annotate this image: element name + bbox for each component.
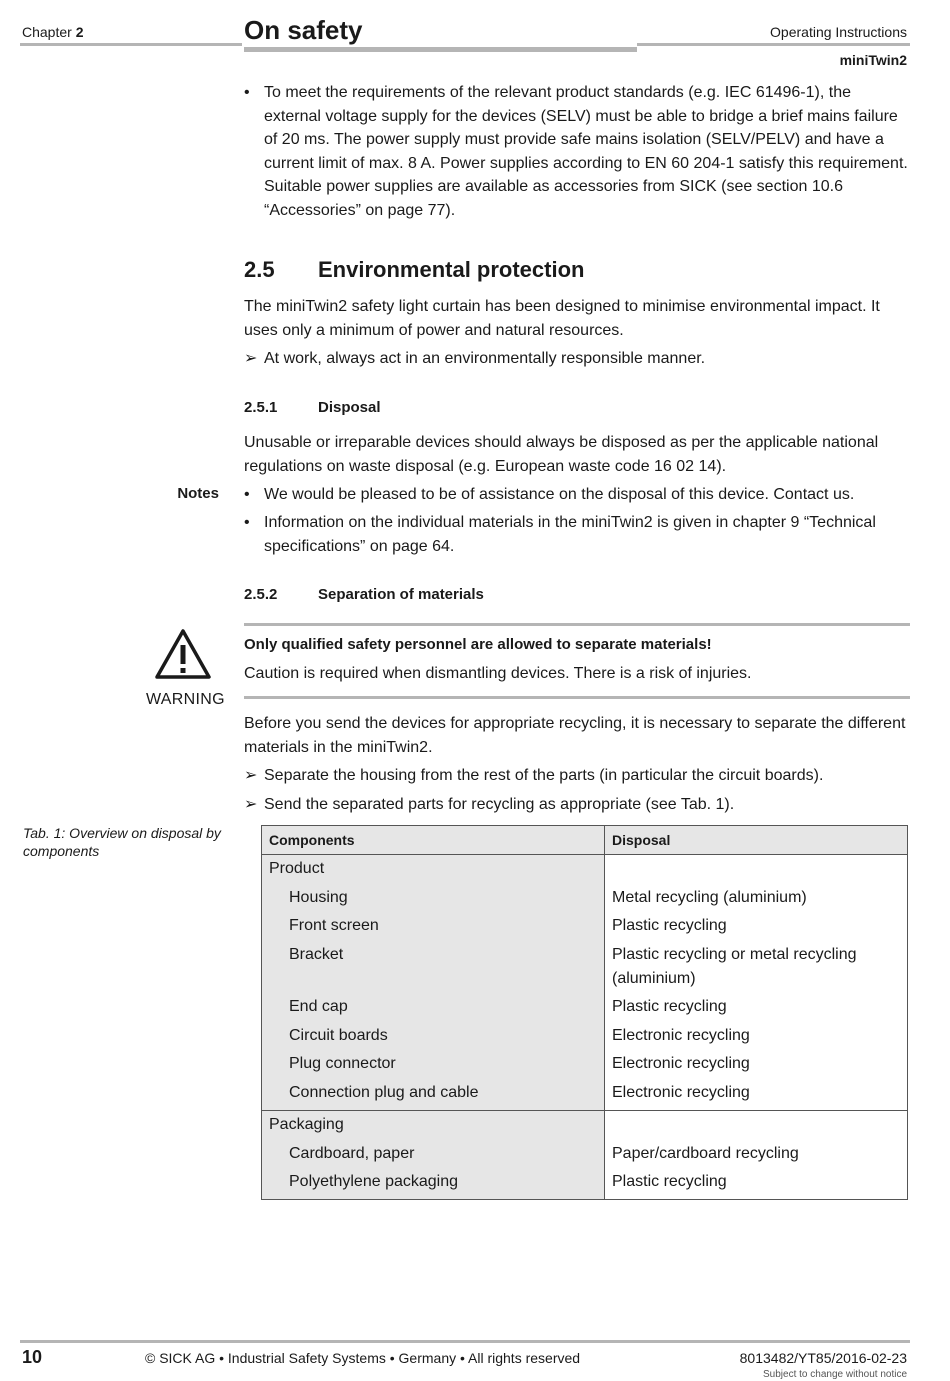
note-item <box>244 483 910 507</box>
component-cell: Plug connector <box>262 1052 605 1081</box>
section-2-5-2-number: 2.5.2 <box>244 586 278 603</box>
disposal-cell: Plastic recycling <box>605 1170 908 1199</box>
action-arrow-icon: ➢ <box>244 350 258 367</box>
component-cell: End cap <box>262 995 605 1024</box>
warning-rule-top <box>244 623 910 626</box>
footer-rule <box>20 1340 910 1343</box>
action-text: Send the separated parts for recycling as appropriate (see Tab. 1). <box>264 796 735 813</box>
component-cell: Circuit boards <box>262 1024 605 1053</box>
section-2-5-paragraph: The miniTwin2 safety light curtain has been designed to minimise environmental impact. It uses only a minimum of power and natural resources. <box>244 298 880 339</box>
component-cell: Polyethylene packaging <box>262 1170 605 1199</box>
component-cell: Cardboard, paper <box>262 1142 605 1171</box>
table-row <box>262 1110 908 1141</box>
header-rule-title <box>244 47 637 52</box>
warning-label: WARNING <box>146 691 225 708</box>
warning-title: Only qualified safety personnel are allowed to separate materials! <box>244 636 712 653</box>
disposal-cell: Paper/cardboard recycling <box>605 1142 908 1171</box>
table-row <box>262 914 908 943</box>
column-header-components: Components <box>262 826 605 855</box>
bullet-mark: • <box>244 84 250 101</box>
intro-bullet <box>244 81 910 222</box>
table-row <box>262 1142 908 1171</box>
table-header-row <box>262 826 908 855</box>
document-code: 8013482/YT85/2016-02-23 <box>739 1350 907 1366</box>
header-rule-right <box>637 43 910 46</box>
warning-rule-bottom <box>244 696 910 699</box>
component-cell: Housing <box>262 886 605 915</box>
chapter-word: Chapter <box>22 24 72 40</box>
component-cell: Product <box>262 855 605 886</box>
disposal-cell: Plastic recycling <box>605 914 908 943</box>
table-row <box>262 1052 908 1081</box>
disposal-cell: Electronic recycling <box>605 1024 908 1053</box>
disposal-cell <box>605 855 908 886</box>
table-row <box>262 1081 908 1110</box>
table-row <box>262 943 908 995</box>
table-caption: Tab. 1: Overview on disposal by components <box>23 825 221 859</box>
page-title: On safety <box>244 15 363 45</box>
section-2-5-number: 2.5 <box>244 257 275 282</box>
doc-type: Operating Instructions <box>770 24 907 40</box>
section-2-5-1-paragraph: Unusable or irreparable devices should always be disposed as per the applicable national regulations on waste disposal (e.g. European waste code 16 02 14). <box>244 434 879 475</box>
action-text: Separate the housing from the rest of the parts (in particular the circuit boards). <box>264 767 824 784</box>
section-2-5-title: Environmental protection <box>318 257 585 282</box>
bullet-mark: • <box>244 514 250 531</box>
note-text: Information on the individual materials in the miniTwin2 is given in chapter 9 “Technical specifications” on page 64. <box>264 514 876 555</box>
column-header-disposal: Disposal <box>605 826 908 855</box>
chapter-label <box>22 24 84 40</box>
disposal-table <box>261 825 908 1200</box>
section-2-5-1-number: 2.5.1 <box>244 399 278 416</box>
warning-text: Caution is required when dismantling devices. There is a risk of injuries. <box>244 665 752 682</box>
page-number: 10 <box>22 1347 43 1367</box>
disposal-cell: Electronic recycling <box>605 1052 908 1081</box>
chapter-number: 2 <box>75 24 84 40</box>
table-row <box>262 1024 908 1053</box>
note-item <box>244 511 910 558</box>
notes-label: Notes <box>177 485 219 502</box>
disposal-cell: Plastic recycling <box>605 995 908 1024</box>
table-row <box>262 995 908 1024</box>
section-2-5-1-title: Disposal <box>318 399 381 416</box>
intro-bullet-text: To meet the requirements of the relevant product standards (e.g. IEC 61496-1), the external voltage supply for the devices (SELV) must be able to bridge a brief mains failure of 20 ms. The power supply must provide safe mains isolation (SELV/PELV) and have a current limit of max. 8 A. Power supplies according to EN 60 204-1 satisfy this requirement. Suitable power supplies are available as accessories from SICK (see section 10.6 “Accessories” on page 77). <box>264 84 908 219</box>
component-cell: Connection plug and cable <box>262 1081 605 1110</box>
action-text: At work, always act in an environmentally responsible manner. <box>264 350 706 367</box>
change-notice: Subject to change without notice <box>763 1369 907 1380</box>
warning-triangle-icon <box>154 628 212 680</box>
header-rule-left <box>20 43 242 46</box>
copyright-text: © SICK AG • Industrial Safety Systems • Germany • All rights reserved <box>145 1350 581 1366</box>
table-row <box>262 1170 908 1199</box>
section-2-5-2-paragraph: Before you send the devices for appropriate recycling, it is necessary to separate the different materials in the miniTwin2. <box>244 715 906 756</box>
disposal-cell: Electronic recycling <box>605 1081 908 1110</box>
action-arrow-icon: ➢ <box>244 796 258 813</box>
note-text: We would be pleased to be of assistance on the disposal of this device. Contact us. <box>264 486 855 503</box>
table-row <box>262 855 908 886</box>
disposal-cell: Metal recycling (aluminium) <box>605 886 908 915</box>
section-2-5-action <box>244 347 910 371</box>
bullet-mark: • <box>244 486 250 503</box>
component-cell: Bracket <box>262 943 605 995</box>
component-cell: Packaging <box>262 1110 605 1141</box>
section-2-5-2-action <box>244 764 910 788</box>
product-name: miniTwin2 <box>839 52 907 68</box>
section-2-5-2-action <box>244 793 910 817</box>
disposal-cell: Plastic recycling or metal recycling (aluminium) <box>605 943 908 995</box>
component-cell: Front screen <box>262 914 605 943</box>
disposal-cell <box>605 1110 908 1141</box>
section-2-5-2-title: Separation of materials <box>318 586 484 603</box>
action-arrow-icon: ➢ <box>244 767 258 784</box>
table-row <box>262 886 908 915</box>
